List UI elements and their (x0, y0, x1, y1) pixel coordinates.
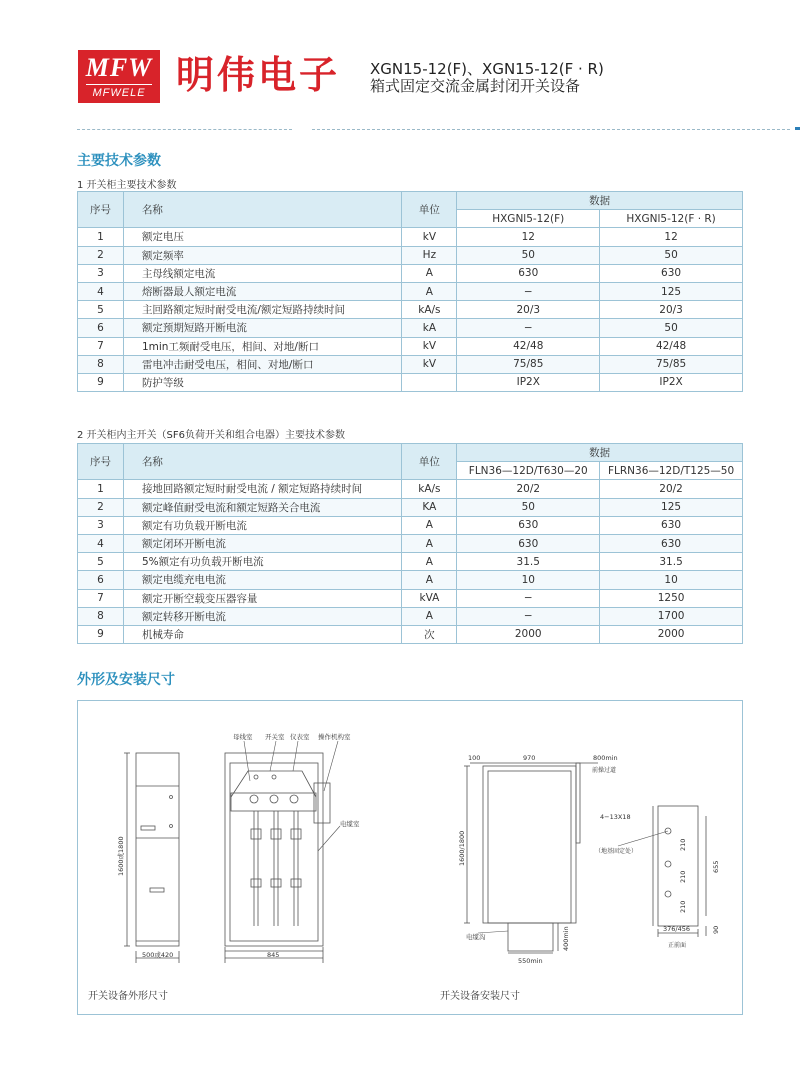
cell-name: 机械寿命 (123, 625, 401, 643)
cell-name: 额定电压 (123, 228, 401, 246)
header-col1: HXGNl5-12(F) (457, 210, 600, 228)
label-dim-655: 655 (712, 860, 720, 873)
cell-no: 5 (78, 301, 124, 319)
cell-value-2: 630 (600, 534, 743, 552)
label-mechanism-room: 操作机构室 (318, 733, 351, 741)
label-bolt-note: （地基固定处） (595, 848, 638, 855)
table-row (78, 516, 743, 534)
label-dim-100: 100 (468, 754, 481, 762)
model-description: 箱式固定交流金属封闭开关设备 (370, 77, 581, 95)
cell-unit: A (402, 516, 457, 534)
table-row (78, 607, 743, 625)
label-dim-210c: 210 (679, 900, 687, 913)
header-no: 序号 (78, 192, 124, 228)
cell-value-1: 2000 (457, 625, 600, 643)
caption-outline-dimensions: 开关设备外形尺寸 (88, 991, 168, 1002)
cabinet-side-view (225, 741, 340, 963)
header-divider-accent (795, 127, 800, 130)
cell-value-1: 50 (457, 246, 600, 264)
cell-name: 额定开断空载变压器容量 (123, 589, 401, 607)
cell-no: 2 (78, 498, 124, 516)
cell-unit (402, 373, 457, 391)
label-bolt: 4−13X18 (600, 813, 631, 821)
logo-subtext: MFWELE (92, 87, 146, 99)
table-row (78, 337, 743, 355)
cell-unit: 次 (402, 625, 457, 643)
cell-no: 7 (78, 589, 124, 607)
cell-name: 防护等级 (123, 373, 401, 391)
cell-name: 额定峰值耐受电流和额定短路关合电流 (123, 498, 401, 516)
section-title-specs: 主要技术参数 (77, 153, 161, 169)
label-dim-400: 400min (562, 926, 570, 951)
cell-value-2: 125 (600, 282, 743, 300)
cell-name: 接地回路额定短时耐受电流 / 额定短路持续时间 (123, 480, 401, 498)
cell-value-2: 630 (600, 264, 743, 282)
cell-unit: kA/s (402, 301, 457, 319)
cell-value-1: − (457, 589, 600, 607)
table-row (78, 301, 743, 319)
cell-value-2: 20/2 (600, 480, 743, 498)
cell-unit: A (402, 607, 457, 625)
label-dim-90: 90 (712, 925, 720, 934)
cell-no: 9 (78, 625, 124, 643)
cell-unit: A (402, 534, 457, 552)
label-cable-room: 电缆室 (340, 820, 360, 828)
cell-value-2: 10 (600, 571, 743, 589)
cell-no: 6 (78, 319, 124, 337)
cell-value-1: 42/48 (457, 337, 600, 355)
cell-unit: A (402, 553, 457, 571)
dimension-drawing (78, 701, 744, 1016)
cabinet-front-view (124, 753, 179, 963)
cell-unit: A (402, 282, 457, 300)
label-height2: 1600/1800 (458, 830, 466, 866)
table1-caption: 1 开关柜主要技术参数 (77, 180, 177, 191)
cell-no: 8 (78, 607, 124, 625)
cell-unit: kV (402, 337, 457, 355)
cell-no: 1 (78, 480, 124, 498)
header-no: 序号 (78, 444, 124, 480)
header-col2: HXGNl5-12(F · R) (600, 210, 743, 228)
cell-name: 主回路额定短时耐受电流/额定短路持续时间 (123, 301, 401, 319)
label-width-small: 500或420 (142, 951, 174, 959)
cell-no: 4 (78, 282, 124, 300)
cell-unit: kVA (402, 589, 457, 607)
cell-name: 额定闭环开断电流 (123, 534, 401, 552)
table-row (78, 498, 743, 516)
cell-unit: kA/s (402, 480, 457, 498)
logo-mark: MFW (85, 53, 153, 82)
cell-value-1: 50 (457, 498, 600, 516)
table-row (78, 553, 743, 571)
header-unit: 单位 (402, 444, 457, 480)
cell-no: 8 (78, 355, 124, 373)
cell-name: 额定频率 (123, 246, 401, 264)
cell-value-2: 2000 (600, 625, 743, 643)
cell-unit: kA (402, 319, 457, 337)
header-divider-right (312, 129, 790, 130)
cell-name: 1min工频耐受电压，相间、对地/断口 (123, 337, 401, 355)
table-row (78, 373, 743, 391)
header-col2: FLRN36—12D/T125—50 (600, 462, 743, 480)
cell-no: 4 (78, 534, 124, 552)
cell-value-2: 125 (600, 498, 743, 516)
cell-unit: kV (402, 228, 457, 246)
cell-value-1: − (457, 319, 600, 337)
label-dim-800: 800min (593, 754, 618, 762)
table-row (78, 282, 743, 300)
brand-name: 明伟电子 (176, 53, 341, 97)
header-data: 数据 (457, 192, 743, 210)
header-name: 名称 (123, 444, 401, 480)
label-cable-trench: 电缆沟 (466, 933, 486, 941)
cell-no: 2 (78, 246, 124, 264)
model-number: XGN15-12(F)、XGN15-12(F · R) (370, 60, 604, 78)
table-row (78, 534, 743, 552)
cell-name: 熔断器最人额定电流 (123, 282, 401, 300)
cell-no: 5 (78, 553, 124, 571)
cell-name: 额定预期短路开断电流 (123, 319, 401, 337)
cell-name: 额定转移开断电流 (123, 607, 401, 625)
table2-caption: 2 开关柜内主开关（SF6负荷开关和组合电器）主要技术参数 (77, 430, 346, 441)
cell-value-1: 630 (457, 534, 600, 552)
cell-value-1: − (457, 282, 600, 300)
cell-value-2: 12 (600, 228, 743, 246)
cell-value-2: 31.5 (600, 553, 743, 571)
header-name: 名称 (123, 192, 401, 228)
logo-divider (86, 84, 152, 85)
label-height: 1600或1800 (117, 836, 125, 876)
table-row (78, 625, 743, 643)
cell-value-1: 31.5 (457, 553, 600, 571)
cell-name: 额定有功负载开断电流 (123, 516, 401, 534)
cell-value-2: 75/85 (600, 355, 743, 373)
caption-installation-dimensions: 开关设备安装尺寸 (440, 991, 520, 1002)
header-unit: 单位 (402, 192, 457, 228)
cell-value-2: 630 (600, 516, 743, 534)
cell-value-1: − (457, 607, 600, 625)
table-row (78, 480, 743, 498)
cell-value-1: 20/3 (457, 301, 600, 319)
cell-value-2: 1700 (600, 607, 743, 625)
cell-value-1: 10 (457, 571, 600, 589)
table-row (78, 246, 743, 264)
table-row (78, 355, 743, 373)
cell-name: 5%额定有功负载开断电流 (123, 553, 401, 571)
spec-table-2 (77, 443, 743, 644)
cell-no: 7 (78, 337, 124, 355)
cell-unit: kV (402, 355, 457, 373)
label-busbar-room: 母线室 (233, 733, 253, 741)
table-row (78, 264, 743, 282)
cell-unit: Hz (402, 246, 457, 264)
cell-value-2: 20/3 (600, 301, 743, 319)
cell-unit: A (402, 264, 457, 282)
cell-no: 9 (78, 373, 124, 391)
cell-value-2: 50 (600, 246, 743, 264)
label-meter-room: 仪表室 (290, 733, 310, 741)
header-data: 数据 (457, 444, 743, 462)
cell-value-1: 12 (457, 228, 600, 246)
cell-name: 雷电冲击耐受电压，相间、对地/断口 (123, 355, 401, 373)
label-dim-210a: 210 (679, 838, 687, 851)
table-row (78, 319, 743, 337)
label-depth: 845 (267, 951, 280, 959)
drawing-frame (77, 700, 743, 1015)
cell-value-1: 20/2 (457, 480, 600, 498)
cell-no: 6 (78, 571, 124, 589)
cell-unit: A (402, 571, 457, 589)
cell-no: 1 (78, 228, 124, 246)
cell-value-2: 1250 (600, 589, 743, 607)
cell-value-2: 42/48 (600, 337, 743, 355)
table-row (78, 228, 743, 246)
cell-no: 3 (78, 516, 124, 534)
cell-value-1: 75/85 (457, 355, 600, 373)
label-passage: 前操过道 (592, 767, 617, 774)
cell-value-1: 630 (457, 516, 600, 534)
spec-table-1 (77, 191, 743, 392)
cell-value-2: 50 (600, 319, 743, 337)
label-dim-376: 376/456 (663, 925, 691, 933)
table-row (78, 589, 743, 607)
cell-unit: KA (402, 498, 457, 516)
header-col1: FLN36—12D/T630—20 (457, 462, 600, 480)
cell-no: 3 (78, 264, 124, 282)
label-dim-550: 550min (518, 957, 543, 965)
cell-name: 主母线额定电流 (123, 264, 401, 282)
section-title-dimensions: 外形及安装尺寸 (77, 672, 175, 688)
logo (78, 50, 160, 103)
cell-value-1: IP2X (457, 373, 600, 391)
cell-value-2: IP2X (600, 373, 743, 391)
cell-name: 额定电缆充电电流 (123, 571, 401, 589)
table-row (78, 571, 743, 589)
label-front: 正前面 (668, 942, 687, 949)
label-dim-210b: 210 (679, 870, 687, 883)
label-switch-room: 开关室 (265, 733, 285, 741)
header-divider-left (77, 129, 292, 130)
cell-value-1: 630 (457, 264, 600, 282)
label-dim-970: 970 (523, 754, 536, 762)
